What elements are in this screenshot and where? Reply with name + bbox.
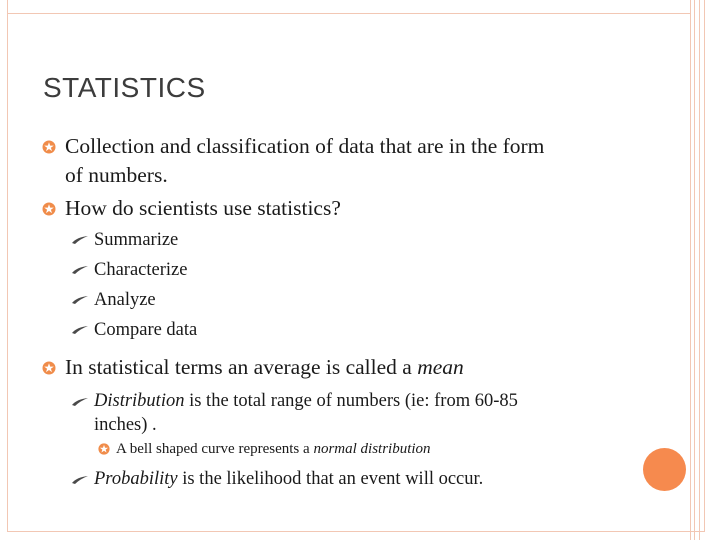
distribution-text: is the total range of numbers (ie: from 60-85 xyxy=(184,391,518,411)
orange-star-icon xyxy=(42,361,56,375)
frame-rule-right-1 xyxy=(690,0,691,540)
frame-rule-top xyxy=(8,13,690,14)
probability-line xyxy=(94,464,483,494)
frame-rule-right-2 xyxy=(694,0,695,540)
orange-star-icon xyxy=(42,202,56,216)
swoosh-icon xyxy=(71,397,89,407)
bell-curve-line xyxy=(116,441,431,458)
bullet-3-text: In statistical terms an average is called a xyxy=(65,355,418,379)
bullet-3-emph: mean xyxy=(417,355,464,379)
bullet-1-text: Collection and classification of data that are in the form xyxy=(65,134,545,158)
orange-star-icon xyxy=(98,443,110,455)
orange-star-icon xyxy=(42,140,56,154)
probability-term: Probability xyxy=(94,469,178,489)
bell-curve-text: A bell shaped curve represents a xyxy=(116,441,314,457)
sub-item-summarize: Summarize xyxy=(94,230,179,250)
frame-rule-right-3 xyxy=(699,0,700,540)
slide-title: STATISTICS xyxy=(43,72,206,103)
bell-curve-emph: normal distribution xyxy=(313,441,431,457)
swoosh-icon xyxy=(71,475,89,485)
swoosh-icon xyxy=(71,235,89,245)
distribution-term: Distribution xyxy=(94,391,185,411)
swoosh-icon xyxy=(71,265,89,275)
probability-text: is the likelihood that an event will occur. xyxy=(177,469,484,489)
sub-item-compare-data: Compare data xyxy=(94,320,198,340)
sub-item-characterize: Characterize xyxy=(94,260,188,280)
swoosh-icon xyxy=(71,295,89,305)
bullet-3-line xyxy=(65,353,464,382)
sub-item-analyze: Analyze xyxy=(94,290,156,310)
distribution-line xyxy=(94,386,518,416)
decorative-circle xyxy=(643,448,686,491)
bullet-1-text-cont: of numbers. xyxy=(65,163,168,187)
distribution-text-cont: inches) . xyxy=(94,415,157,435)
swoosh-icon xyxy=(71,325,89,335)
bullet-2-text: How do scientists use statistics? xyxy=(65,196,341,220)
